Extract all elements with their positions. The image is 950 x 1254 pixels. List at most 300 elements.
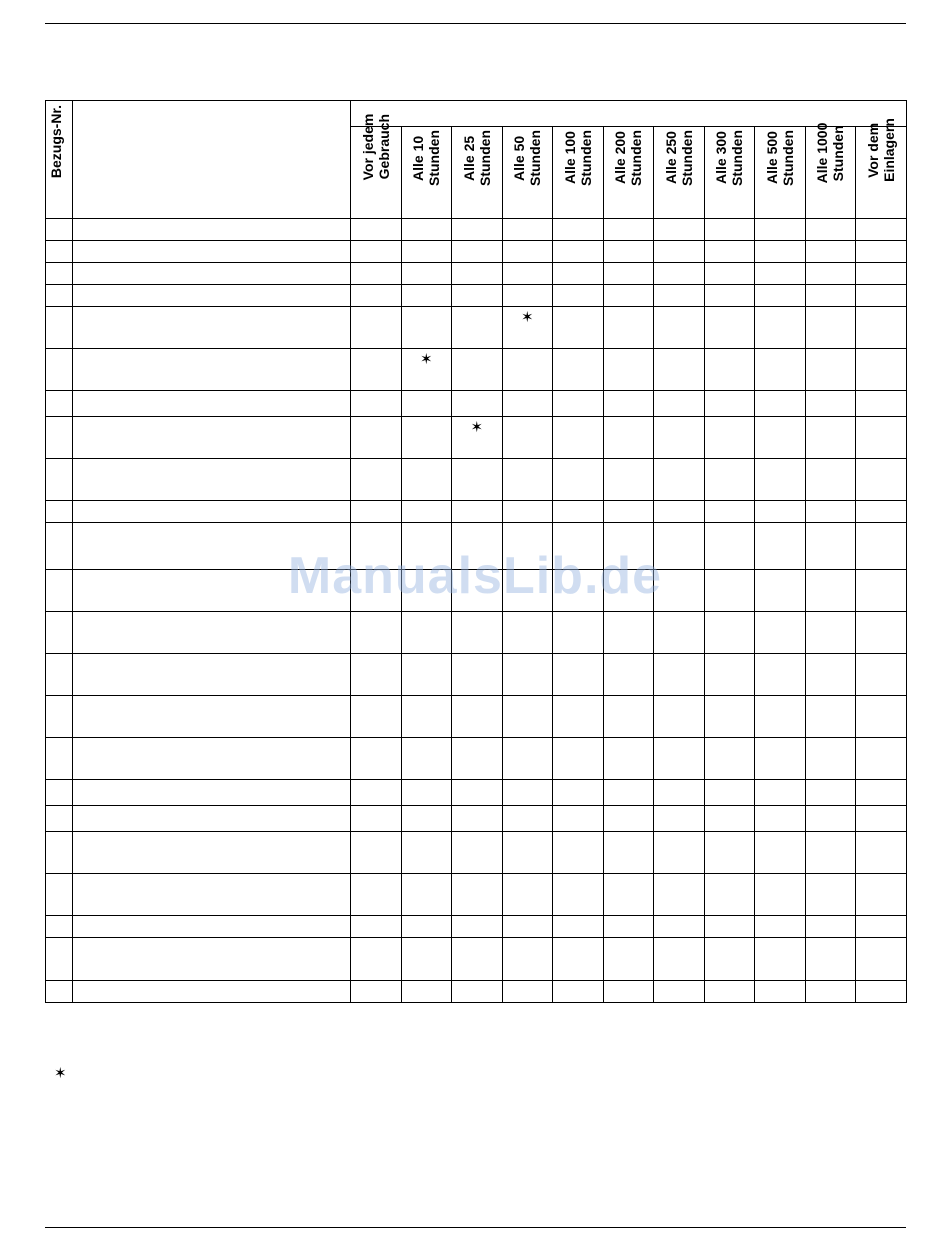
interval-cell — [351, 241, 402, 263]
table-row — [46, 570, 907, 612]
interval-cell — [856, 241, 907, 263]
interval-cell — [452, 806, 503, 832]
interval-header-2 — [452, 127, 503, 219]
interval-cell — [603, 417, 654, 459]
interval-label-line2: Stunden — [779, 130, 796, 186]
interval-cell — [502, 832, 553, 874]
interval-cell — [704, 307, 755, 349]
interval-cell — [603, 612, 654, 654]
interval-cell — [502, 459, 553, 501]
interval-cell — [553, 806, 604, 832]
interval-cell — [856, 307, 907, 349]
table-row — [46, 981, 907, 1003]
table-row — [46, 391, 907, 417]
interval-label-line1: Alle 500 — [763, 131, 780, 185]
interval-cell — [553, 570, 604, 612]
interval-cell — [351, 307, 402, 349]
interval-cell — [805, 241, 856, 263]
interval-cell — [401, 696, 452, 738]
interval-cell — [755, 612, 806, 654]
description-cell — [73, 696, 351, 738]
interval-cell — [452, 832, 503, 874]
interval-cell — [351, 832, 402, 874]
description-cell — [73, 501, 351, 523]
interval-cell — [755, 938, 806, 981]
interval-cell — [553, 391, 604, 417]
ref-number-cell — [46, 307, 73, 349]
interval-label-line2: Stunden — [830, 125, 847, 182]
description-cell — [73, 391, 351, 417]
interval-cell — [351, 981, 402, 1003]
interval-cell — [603, 263, 654, 285]
interval-cell — [805, 523, 856, 570]
interval-cell — [856, 981, 907, 1003]
interval-cell — [603, 285, 654, 307]
interval-cell — [856, 349, 907, 391]
interval-cell — [401, 874, 452, 916]
interval-cell — [502, 349, 553, 391]
interval-cell — [553, 696, 604, 738]
interval-cell — [502, 981, 553, 1003]
interval-cell — [856, 874, 907, 916]
interval-header-0 — [351, 114, 402, 219]
table-row — [46, 938, 907, 981]
interval-cell — [603, 696, 654, 738]
star-mark-icon: ✶ — [520, 309, 534, 326]
interval-cell — [452, 654, 503, 696]
interval-cell — [351, 523, 402, 570]
interval-cell — [603, 981, 654, 1003]
interval-cell — [351, 916, 402, 938]
table-row — [46, 696, 907, 738]
interval-cell — [401, 523, 452, 570]
interval-cell — [755, 696, 806, 738]
description-cell — [73, 806, 351, 832]
interval-cell — [704, 417, 755, 459]
table-row — [46, 219, 907, 241]
description-cell — [73, 349, 351, 391]
interval-cell — [654, 307, 705, 349]
interval-cell — [452, 263, 503, 285]
description-cell — [73, 916, 351, 938]
ref-number-cell — [46, 285, 73, 307]
interval-cell — [704, 285, 755, 307]
interval-cell — [654, 780, 705, 806]
interval-cell — [553, 263, 604, 285]
interval-cell — [351, 780, 402, 806]
interval-cell — [351, 654, 402, 696]
interval-cell — [704, 349, 755, 391]
interval-cell — [654, 696, 705, 738]
interval-cell — [452, 874, 503, 916]
interval-cell — [401, 916, 452, 938]
ref-number-cell — [46, 981, 73, 1003]
interval-cell — [401, 307, 452, 349]
interval-cell — [704, 696, 755, 738]
interval-cell — [856, 916, 907, 938]
interval-cell — [856, 570, 907, 612]
interval-cell — [805, 570, 856, 612]
interval-cell — [603, 523, 654, 570]
star-mark-icon: ✶ — [470, 419, 484, 436]
interval-cell — [755, 501, 806, 523]
interval-label-line1: Vor jedem — [359, 114, 376, 181]
interval-cell — [856, 938, 907, 981]
table-row — [46, 874, 907, 916]
description-cell — [73, 654, 351, 696]
interval-cell — [452, 780, 503, 806]
interval-cell — [452, 391, 503, 417]
interval-cell — [452, 307, 503, 349]
interval-cell — [401, 263, 452, 285]
interval-cell — [401, 501, 452, 523]
interval-cell — [603, 738, 654, 780]
ref-number-cell — [46, 938, 73, 981]
interval-cell — [805, 219, 856, 241]
interval-cell — [553, 523, 604, 570]
interval-cell — [805, 349, 856, 391]
interval-cell — [502, 654, 553, 696]
interval-cell — [351, 570, 402, 612]
table-row — [46, 263, 907, 285]
interval-cell — [401, 612, 452, 654]
interval-cell — [704, 981, 755, 1003]
interval-cell — [704, 263, 755, 285]
interval-cell — [502, 806, 553, 832]
interval-cell — [452, 219, 503, 241]
interval-cell — [603, 938, 654, 981]
interval-label-line1: Vor dem — [864, 122, 881, 178]
interval-cell — [755, 780, 806, 806]
ref-number-cell — [46, 654, 73, 696]
ref-number-cell — [46, 349, 73, 391]
interval-cell — [755, 570, 806, 612]
interval-cell — [351, 459, 402, 501]
interval-cell — [452, 349, 503, 391]
interval-cell — [401, 241, 452, 263]
description-cell — [73, 459, 351, 501]
interval-cell — [704, 780, 755, 806]
interval-cell — [755, 874, 806, 916]
interval-label-line1: Alle 100 — [561, 131, 578, 185]
interval-cell — [502, 874, 553, 916]
table-row — [46, 806, 907, 832]
interval-cell — [755, 654, 806, 696]
footnote-symbol: ✶ — [54, 1065, 67, 1082]
interval-cell — [704, 523, 755, 570]
interval-cell — [452, 285, 503, 307]
ref-number-cell — [46, 391, 73, 417]
interval-cell — [351, 349, 402, 391]
interval-cell — [704, 874, 755, 916]
ref-number-cell — [46, 417, 73, 459]
interval-cell — [502, 263, 553, 285]
interval-header-5 — [603, 127, 654, 219]
interval-cell — [452, 981, 503, 1003]
interval-cell — [553, 219, 604, 241]
interval-cell — [603, 391, 654, 417]
interval-cell — [805, 285, 856, 307]
interval-cell — [755, 916, 806, 938]
table-row — [46, 501, 907, 523]
interval-cell — [553, 459, 604, 501]
description-cell — [73, 523, 351, 570]
interval-cell — [502, 612, 553, 654]
interval-cell — [704, 570, 755, 612]
top-rule — [45, 23, 906, 24]
description-cell — [73, 570, 351, 612]
interval-cell — [805, 391, 856, 417]
description-cell — [73, 938, 351, 981]
interval-cell — [755, 417, 806, 459]
interval-cell — [654, 501, 705, 523]
interval-label-line2: Stunden — [678, 130, 695, 186]
interval-cell — [452, 570, 503, 612]
interval-cell — [755, 241, 806, 263]
interval-cell — [856, 696, 907, 738]
interval-cell — [654, 832, 705, 874]
interval-cell — [755, 263, 806, 285]
interval-cell — [704, 738, 755, 780]
interval-cell — [704, 391, 755, 417]
interval-cell — [805, 501, 856, 523]
interval-cell — [452, 612, 503, 654]
interval-cell — [654, 285, 705, 307]
interval-cell — [704, 916, 755, 938]
interval-label-line1: Alle 1000 — [814, 122, 831, 184]
interval-cell — [553, 417, 604, 459]
interval-cell — [502, 780, 553, 806]
interval-cell — [603, 780, 654, 806]
interval-cell — [401, 285, 452, 307]
interval-cell — [351, 417, 402, 459]
interval-label-line2: Einlagern — [880, 118, 897, 183]
interval-cell — [401, 391, 452, 417]
interval-cell — [805, 938, 856, 981]
interval-cell — [351, 391, 402, 417]
ref-number-cell — [46, 459, 73, 501]
interval-cell — [654, 219, 705, 241]
interval-cell — [351, 612, 402, 654]
interval-cell — [553, 307, 604, 349]
interval-cell — [856, 501, 907, 523]
interval-cell — [654, 874, 705, 916]
description-cell — [73, 307, 351, 349]
interval-cell — [603, 654, 654, 696]
interval-cell — [704, 219, 755, 241]
interval-cell — [351, 806, 402, 832]
interval-cell — [401, 738, 452, 780]
interval-cell — [502, 696, 553, 738]
interval-cell — [856, 832, 907, 874]
table-row — [46, 916, 907, 938]
interval-label-line1: Alle 300 — [713, 131, 730, 185]
table-row — [46, 780, 907, 806]
interval-cell — [856, 612, 907, 654]
ref-number-cell — [46, 263, 73, 285]
interval-cell — [502, 285, 553, 307]
interval-cell — [654, 459, 705, 501]
interval-label-line2: Stunden — [628, 130, 645, 186]
interval-cell — [351, 696, 402, 738]
interval-cell — [856, 523, 907, 570]
description-cell — [73, 981, 351, 1003]
interval-cell — [856, 417, 907, 459]
interval-cell — [553, 349, 604, 391]
interval-cell — [603, 459, 654, 501]
interval-cell — [401, 981, 452, 1003]
interval-header-3 — [502, 127, 553, 219]
interval-cell — [755, 391, 806, 417]
footnote — [54, 1064, 67, 1082]
ref-number-cell — [46, 832, 73, 874]
description-cell — [73, 263, 351, 285]
ref-number-cell — [46, 523, 73, 570]
interval-cell — [553, 981, 604, 1003]
interval-cell — [502, 570, 553, 612]
interval-label-line2: Gebrauch — [375, 114, 392, 181]
interval-cell — [704, 654, 755, 696]
interval-cell — [502, 417, 553, 459]
interval-cell — [553, 501, 604, 523]
interval-label-line1: Alle 25 — [460, 135, 477, 181]
interval-cell — [351, 738, 402, 780]
interval-header-10 — [856, 118, 907, 219]
interval-label-line2: Stunden — [527, 130, 544, 186]
description-header — [73, 101, 351, 219]
description-cell — [73, 780, 351, 806]
interval-cell — [351, 263, 402, 285]
interval-label-line1: Alle 10 — [410, 135, 427, 181]
description-cell — [73, 738, 351, 780]
description-cell — [73, 219, 351, 241]
interval-cell — [856, 391, 907, 417]
star-mark-icon: ✶ — [419, 351, 433, 368]
interval-cell — [351, 938, 402, 981]
interval-cell — [553, 874, 604, 916]
ref-number-cell — [46, 241, 73, 263]
interval-cell — [452, 523, 503, 570]
interval-cell — [805, 738, 856, 780]
interval-cell — [452, 241, 503, 263]
interval-cell — [704, 612, 755, 654]
interval-cell — [351, 219, 402, 241]
interval-cell — [654, 349, 705, 391]
interval-cell — [351, 874, 402, 916]
interval-cell — [755, 219, 806, 241]
interval-cell — [654, 241, 705, 263]
ref-number-cell — [46, 612, 73, 654]
interval-cell — [654, 938, 705, 981]
interval-cell — [654, 738, 705, 780]
interval-cell — [603, 307, 654, 349]
table-row — [46, 285, 907, 307]
interval-cell — [502, 219, 553, 241]
interval-cell — [654, 654, 705, 696]
table-row — [46, 307, 907, 349]
interval-cell — [805, 263, 856, 285]
interval-cell — [553, 832, 604, 874]
interval-cell — [755, 738, 806, 780]
interval-cell — [805, 806, 856, 832]
ref-number-cell — [46, 501, 73, 523]
interval-cell — [401, 570, 452, 612]
interval-header-7 — [704, 127, 755, 219]
interval-cell — [805, 612, 856, 654]
interval-header-9 — [805, 122, 856, 219]
interval-cell — [401, 459, 452, 501]
interval-cell — [654, 391, 705, 417]
interval-cell — [553, 285, 604, 307]
watermark: ManualsLib.de — [287, 547, 663, 605]
interval-cell — [805, 417, 856, 459]
maintenance-schedule-table — [45, 100, 907, 1003]
interval-cell — [856, 738, 907, 780]
bottom-rule — [45, 1227, 906, 1228]
interval-cell — [401, 806, 452, 832]
interval-cell — [553, 938, 604, 981]
interval-cell — [704, 241, 755, 263]
interval-label-line1: Alle 50 — [511, 135, 528, 181]
interval-cell — [452, 417, 503, 459]
table-row — [46, 654, 907, 696]
interval-cell — [502, 938, 553, 981]
table-row — [46, 832, 907, 874]
interval-cell — [553, 780, 604, 806]
interval-cell — [755, 523, 806, 570]
ref-number-cell — [46, 874, 73, 916]
interval-cell — [603, 241, 654, 263]
ref-number-cell — [46, 570, 73, 612]
interval-cell — [603, 219, 654, 241]
interval-header-1 — [401, 127, 452, 219]
interval-cell — [452, 916, 503, 938]
interval-cell — [351, 285, 402, 307]
interval-cell — [452, 696, 503, 738]
ref-number-cell — [46, 696, 73, 738]
interval-header-6 — [654, 127, 705, 219]
table-row — [46, 417, 907, 459]
interval-label-line1: Alle 250 — [662, 131, 679, 185]
interval-cell — [603, 916, 654, 938]
interval-cell — [603, 806, 654, 832]
ref-number-header: Bezugs-Nr. — [46, 101, 73, 219]
ref-number-cell — [46, 780, 73, 806]
interval-label-line2: Stunden — [729, 130, 746, 186]
interval-cell — [502, 916, 553, 938]
interval-label-line2: Stunden — [426, 130, 443, 186]
interval-cell — [805, 459, 856, 501]
interval-cell — [654, 806, 705, 832]
interval-cell — [805, 654, 856, 696]
ref-number-cell — [46, 738, 73, 780]
ref-number-cell — [46, 219, 73, 241]
interval-cell — [401, 832, 452, 874]
interval-label-line2: Stunden — [476, 130, 493, 186]
description-cell — [73, 417, 351, 459]
table-row — [46, 612, 907, 654]
interval-cell — [502, 307, 553, 349]
interval-cell — [755, 307, 806, 349]
interval-cell — [755, 981, 806, 1003]
interval-cell — [755, 459, 806, 501]
interval-cell — [654, 570, 705, 612]
interval-cell — [704, 832, 755, 874]
interval-cell — [856, 654, 907, 696]
interval-cell — [856, 806, 907, 832]
interval-cell — [401, 938, 452, 981]
interval-cell — [603, 570, 654, 612]
